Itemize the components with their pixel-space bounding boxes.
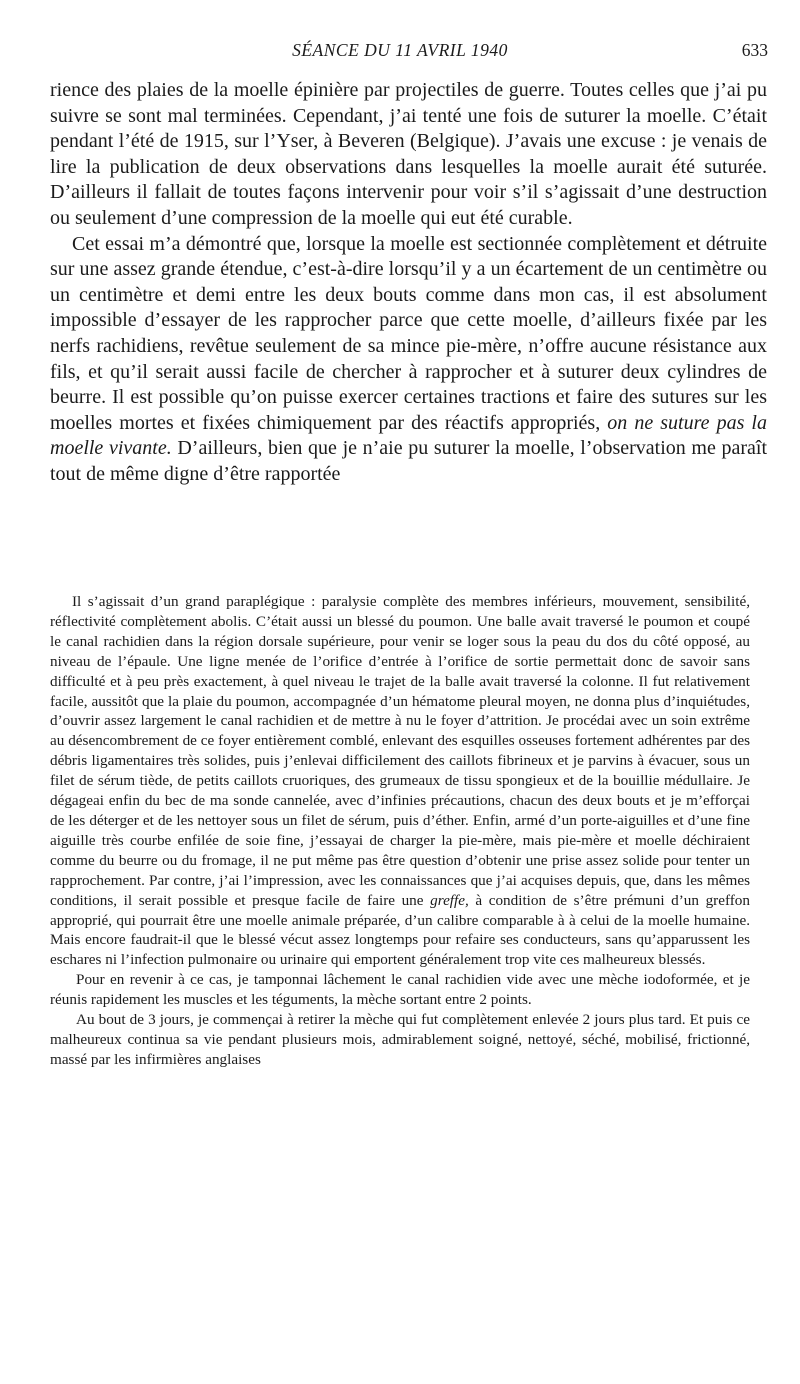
main-text [50,78,767,488]
observation-text: Il s’agissait d’un grand paraplégique : paralysie complète des membres inférieurs, mouvement, sensibilité, réflectivité complètement abolis. C’était aussi un blessé du poumon. Une balle avait traversé le poumon et coupé le canal rachidien dans la région dorsale supérieure, pour venir se loger sous la peau du dos du côté opposé, au niveau de l’épaule. Une ligne menée de l’orifice d’entrée à l’orifice de sortie permettait donc de savoir sans difficulté et à peu près exactement, à quel niveau le trajet de la balle avait traversé la colonne. Il fut relativement facile, aussitôt que la plaie du poumon, accompagnée d’un hématome pleural moyen, ne donna plus d’inquiétudes, d’ouvrir assez largement le canal rachidien et de mettre à nu le foyer d’attrition. Je procédai avec un soin extrême au désencombrement de ce foyer entièrement comblé, enlevant des esquilles osseuses fortement adhérentes par des débris ligamentaires très solides, puis j’enlevai difficilement des caillots fibrineux et je parvins à évacuer, sous un filet de sérum tiède, de petits caillots cruoriques, des grumeaux de tissu spongieux et de la bouillie médullaire. Je dégageai enfin du bec de ma sonde cannelée, avec d’infinies précautions, chacun des deux bouts et je m’efforçai de les déterger et de les nettoyer sous un filet de sérum, puis d’éther. Enfin, armé d’un porte-aiguilles et d’une fine aiguille très courbe enfilée de soie fine, j’essayai de charger la pie-mère, mais pie-mère et moelle déchiraient comme du beurre ou du fromage, il ne put même pas être question d’obtenir une prise assez solide pour tenter un rapprochement. Par contre, j’ai l’impression, avec les connaissances que j’ai acquises depuis, que, dans les mêmes conditions, il serait possible et presque facile de faire une [50,593,750,909]
observation-text-end: à condition de s’être prémuni d’un greffon approprié, qui pourrait être une moelle animale préparée, d’un calibre comparable à à celui de la moelle humaine. Mais encore faudrait-il que le blessé vécut assez longtemps pour refaire ses conducteurs, sans qu’apparussent les eschares ni l’infection pulmonaire ou urinaire qui emportent généralement trop vite ces malheureux blessés. [50,891,750,969]
greffe-emphasis: greffe, [430,891,469,909]
observation-paragraph-3: Au bout de 3 jours, je commençai à retirer la mèche qui fut complètement enlevée 2 jours plus tard. Et puis ce malheureux continua sa vie pendant plusieurs mois, admirablement soigné, nettoyé, séché, mobilisé, frictionné, massé par les infirmières anglaises [50,1011,750,1068]
paragraph-2-text: Cet essai m’a démontré que, lorsque la moelle est sectionnée complètement et détruite sur une assez grande étendue, c’est-à-dire lorsqu’il y a un écartement de un centimètre ou un centimètre et demi entre les deux bouts comme dans mon cas, il est absolument impossible d’essayer de les rapprocher parce que cette moelle, d’ailleurs fixée par les nerfs rachidiens, revêtue seulement de sa mince pie-mère, n’offre aucune résistance aux fils, et qu’il serait aussi facile de chercher à rapprocher et à suturer deux cylindres de beurre. Il est possible qu’on puisse exercer certaines tractions et faire des sutures sur les moelles mortes et fixées chimiquement par des réactifs appropriés, [50,232,767,434]
page-header [0,40,800,66]
observation-paragraph-2: Pour en revenir à ce cas, je tamponnai lâchement le canal rachidien vide avec une mèche iodoformée, et je réunis rapidement les muscles et les téguments, la mèche sortant entre 2 points. [50,971,750,1009]
italic-emphasis: on ne suture pas la moelle vivante. [50,411,767,460]
observation-paragraph-1 [50,592,750,970]
paragraph-2-end: D’ailleurs, bien que je n’aie pu suturer la moelle, l’observation me paraît tout de même digne d’être rapportée [50,437,768,485]
page-number: 633 [741,40,768,60]
paragraph-2 [50,232,767,488]
paragraph-1: rience des plaies de la moelle épinière par projectiles de guerre. Toutes celles que j’ai pu suivre se sont mal terminées. Cependant, j’ai tenté une fois de suturer la moelle. C’était pendant l’été de 1915, sur l’Yser, à Beveren (Belgique). J’avais une excuse : je venais de lire la publication de deux observations dans lesquelles la moelle aurait été suturée. D’ailleurs il fallait de toutes façons intervenir pour voir s’il s’agissait d’une destruction ou seulement d’une compression de la moelle qui eut été curable. [50,79,767,229]
running-title: SÉANCE DU 11 AVRIL 1940 [292,40,508,60]
case-observation [50,592,750,1070]
